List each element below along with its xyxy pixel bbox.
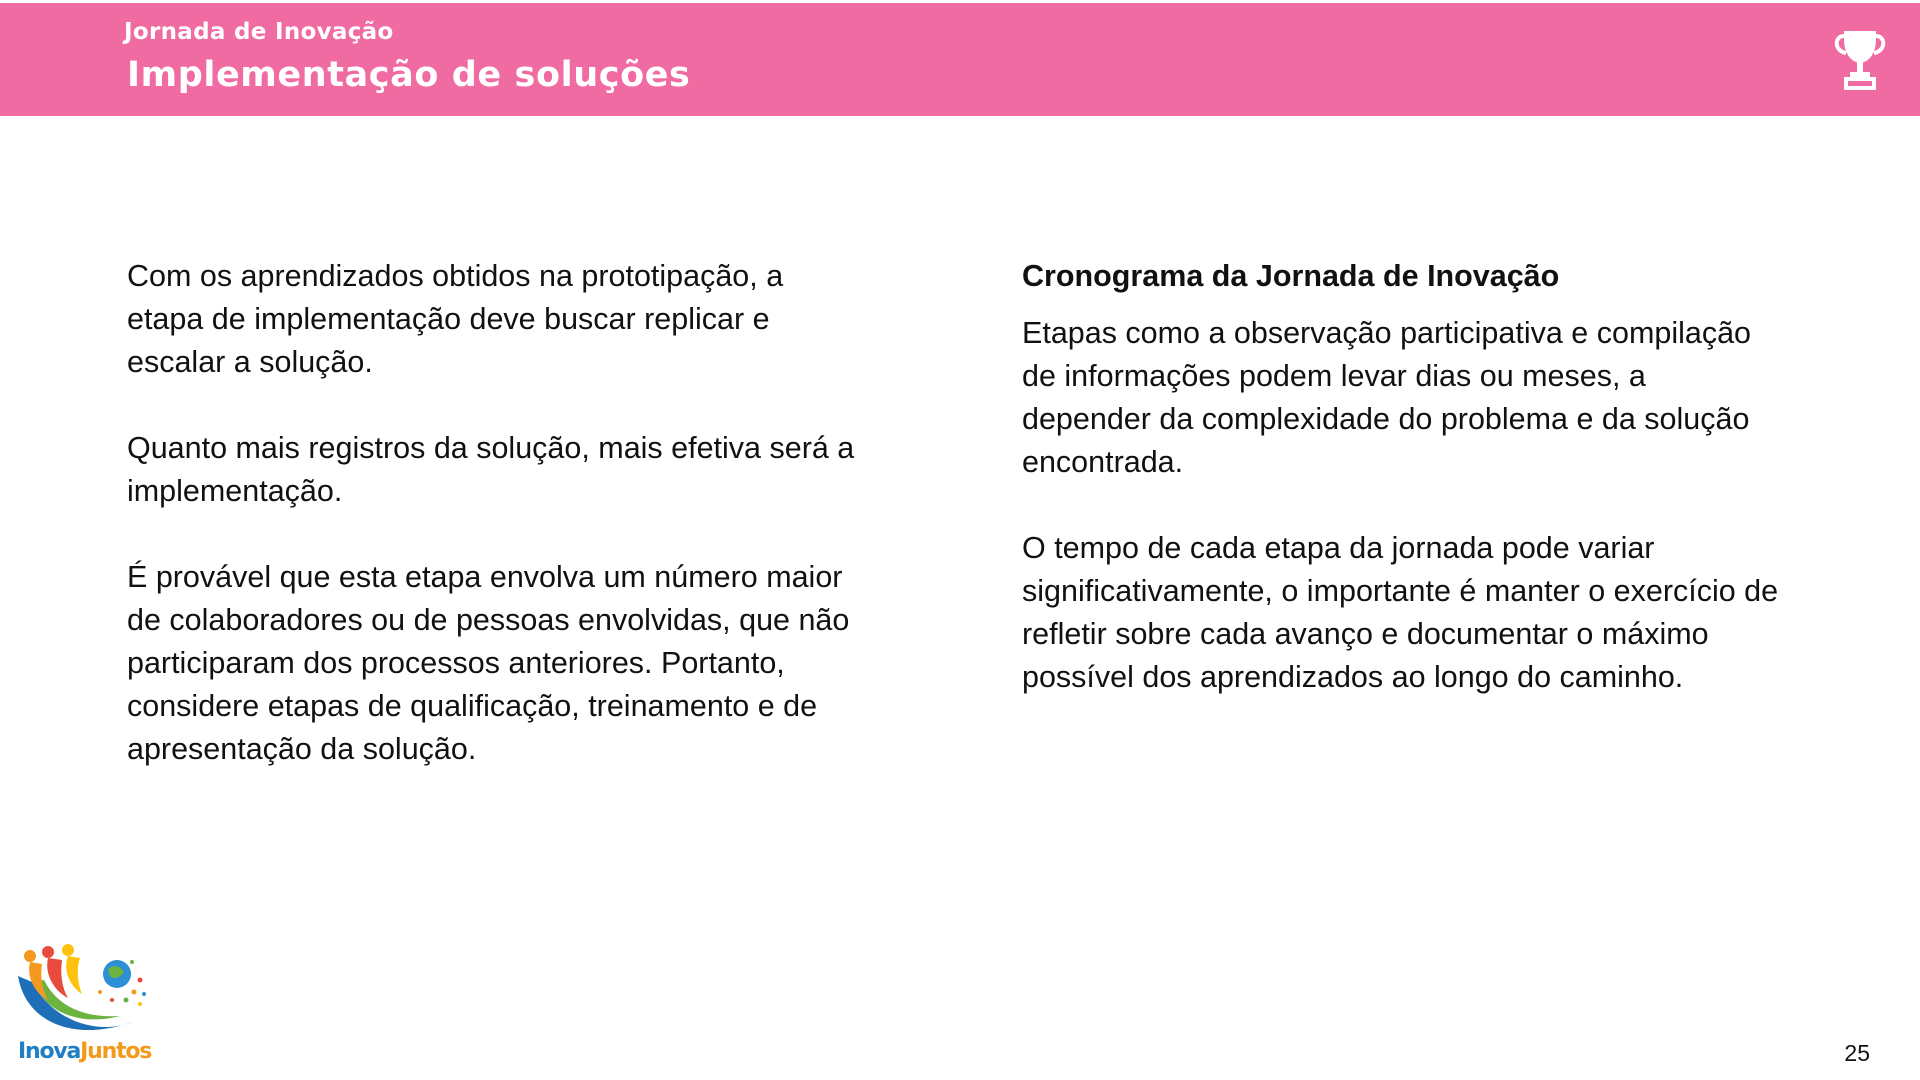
- inovajuntos-logo: [16, 944, 166, 1069]
- trophy-icon: [1832, 29, 1888, 93]
- page-number: 25: [1844, 1040, 1870, 1066]
- logo-wordmark: [18, 1039, 151, 1064]
- left-paragraph-1: Com os aprendizados obtidos na prototipação, a etapa de implementação deve buscar replicar e escalar a solução.: [127, 259, 784, 379]
- logo-graphic: [16, 944, 166, 1044]
- left-paragraph-3: É provável que esta etapa envolva um número maior de colaboradores ou de pessoas envolvidas, que não participaram dos processos anteriores. Portanto, considere etapas de qualificação, treinamento e de apresentação da solução.: [127, 560, 850, 766]
- logo-text-inova: Inova: [18, 1039, 81, 1064]
- left-text-column: [127, 255, 867, 771]
- logo-text-juntos: Juntos: [80, 1039, 152, 1064]
- page-title: Implementação de soluções: [127, 55, 691, 95]
- header-bar: [0, 3, 1920, 116]
- header-subtitle: Jornada de Inovação: [124, 19, 394, 45]
- right-text-column: [1022, 255, 1782, 699]
- schedule-heading: Cronograma da Jornada de Inovação: [1022, 259, 1560, 293]
- right-paragraph-1: Etapas como a observação participativa e compilação de informações podem levar dias ou meses, a depender da complexidade do problema e da solução encontrada.: [1022, 316, 1752, 479]
- right-paragraph-2: O tempo de cada etapa da jornada pode variar significativamente, o importante é manter o exercício de refletir sobre cada avanço e documentar o máximo possível dos aprendizados ao longo do caminho.: [1022, 531, 1779, 694]
- left-paragraph-2: Quanto mais registros da solução, mais efetiva será a implementação.: [127, 431, 855, 508]
